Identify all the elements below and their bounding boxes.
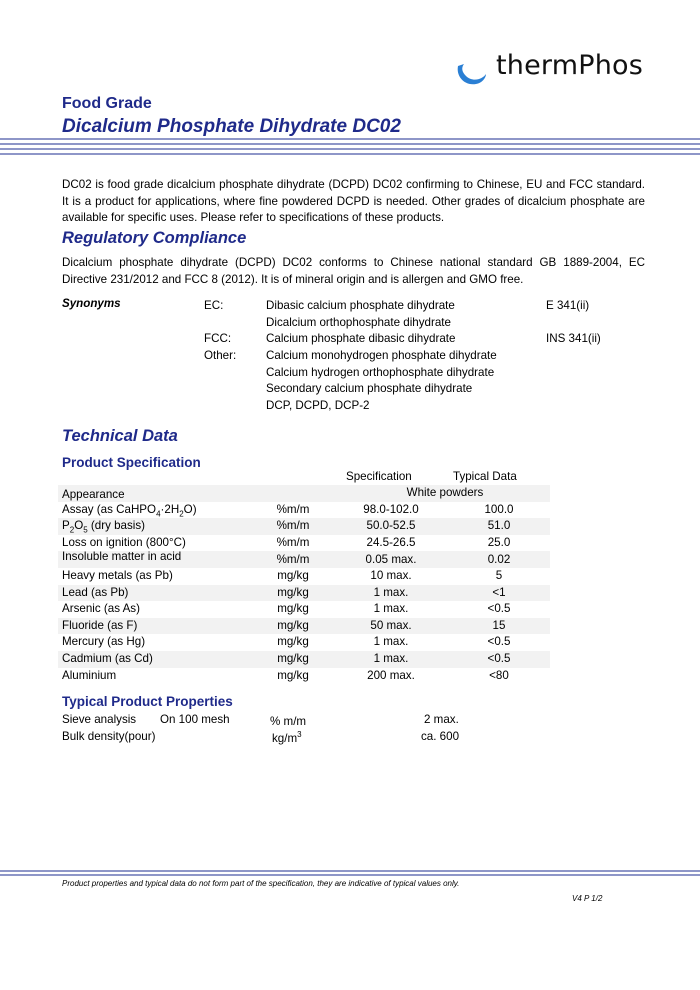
- table-row: Cadmium (as Cd) mg/kg 1 max. <0.5: [58, 651, 550, 668]
- footer-rule: [0, 870, 700, 872]
- spec-table: [58, 485, 550, 684]
- regulatory-heading: Regulatory Compliance: [62, 229, 247, 247]
- header-rule: [0, 148, 700, 150]
- col-header-typical: Typical Data: [453, 470, 517, 483]
- header-rule: [0, 153, 700, 155]
- table-row: Fluoride (as F) mg/kg 50 max. 15: [58, 618, 550, 635]
- regulatory-paragraph: Dicalcium phosphate dihydrate (DCPD) DC02 conforms to Chinese national standard GB 1889-2004, EC Directive 231/2012 and FCC 8 (2012). It is of mineral origin and is allergen and GMO free.: [62, 256, 645, 286]
- intro-paragraph: DC02 is food grade dicalcium phosphate dihydrate (DCPD) DC02 confirming to Chinese, EU and FCC standard. It is a product for applications, where fine powdered DCPD is needed. Other grades of dicalcium phosphate are available for specific uses. Please refer to specifications of these products.: [62, 178, 645, 224]
- property-row: Sieve analysis On 100 mesh % m/m 2 max.: [62, 713, 459, 728]
- table-row: $P_2O_5$ (dry basis) %m/m 50.0-52.5 51.0: [58, 518, 550, 535]
- doc-title: Dicalcium Phosphate Dihydrate DC02: [62, 116, 401, 137]
- header-rule: [0, 143, 700, 145]
- col-header-specification: Specification: [346, 470, 412, 483]
- footer-rule: [0, 874, 700, 876]
- synonyms-label: Synonyms: [62, 297, 121, 310]
- table-row: Assay (as $CaHPO_4\cdot 2H_2O$) %m/m 98.0-102.0 100.0: [62, 502, 514, 518]
- table-row: Lead (as Pb) mg/kg 1 max. <1: [58, 585, 550, 602]
- footer-note: Product properties and typical data do not form part of the specification, they are indicative of typical values only.: [62, 879, 460, 888]
- company-logo: [452, 48, 652, 92]
- table-row: Arsenic (as As) mg/kg 1 max. <0.5: [62, 602, 511, 616]
- logo-swirl-icon: [452, 52, 492, 92]
- doc-subtitle: Food Grade: [62, 95, 152, 112]
- property-row: Bulk density(pour) $kg/m^3$ ca. 600: [62, 730, 460, 745]
- table-row: Mercury (as Hg) mg/kg 1 max. <0.5: [62, 635, 511, 649]
- table-row: Loss on ignition (800°C) %m/m 24.5-26.5 25.0: [62, 535, 511, 549]
- header-rule: [0, 138, 700, 140]
- technical-heading: Technical Data: [62, 427, 178, 445]
- spec-heading: Product Specification: [62, 455, 201, 470]
- table-row: Aluminium mg/kg 200 max. <80: [62, 668, 509, 682]
- table-row: Appearance White powders: [58, 485, 550, 502]
- table-row: Insoluble matter in acid %m/m 0.05 max. 0.02: [58, 551, 550, 568]
- logo-text: thermPhos: [496, 50, 644, 81]
- table-row: Heavy metals (as Pb) mg/kg 10 max. 5: [62, 568, 503, 582]
- properties-heading: Typical Product Properties: [62, 694, 233, 709]
- page-number: V4 P 1/2: [572, 894, 603, 903]
